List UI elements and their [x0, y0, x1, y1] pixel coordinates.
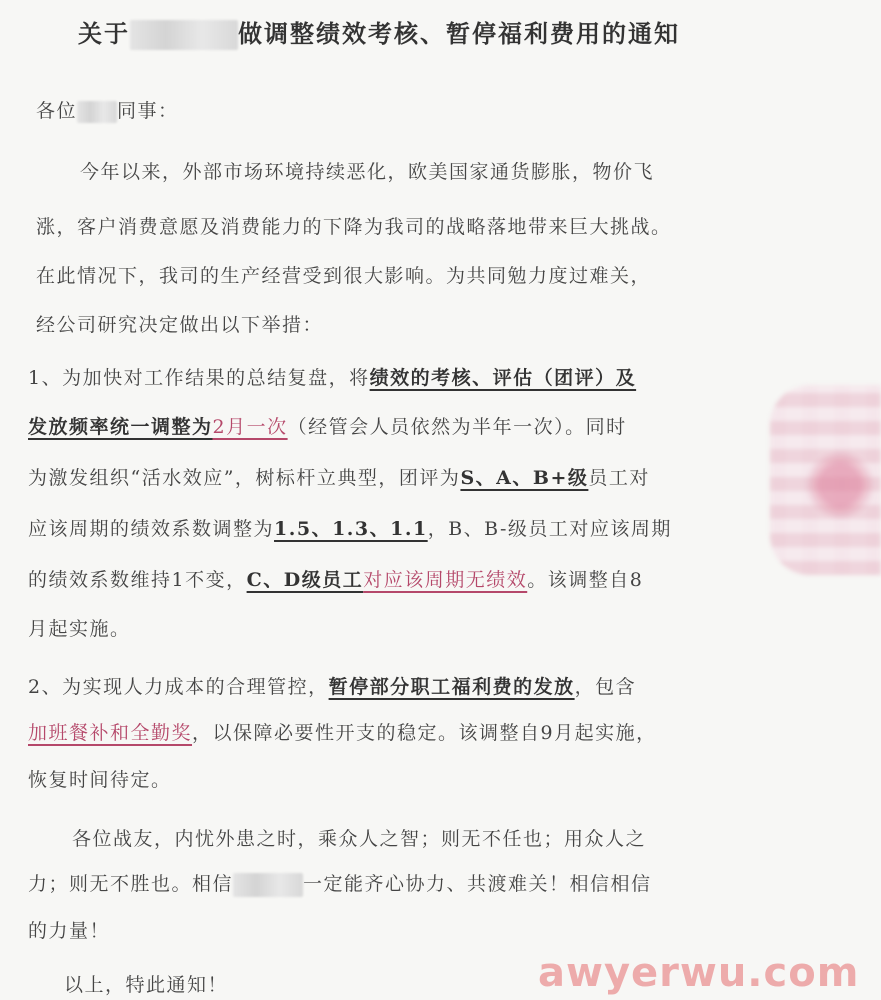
title-prefix: 关于	[78, 20, 130, 48]
closing-line-2: 力；则无不胜也。相信 一定能齐心协力、共渡难关！相信相信	[28, 873, 652, 895]
highlight-no-bonus: 对应该周期无绩效	[363, 569, 528, 591]
closing-line-3: 的力量！	[28, 920, 111, 942]
title-suffix: 做调整绩效考核、暂停福利费用的通知	[238, 20, 680, 48]
item2-line-1: 2、为实现人力成本的合理管控，暂停部分职工福利费的发放，包含	[28, 676, 637, 698]
highlight-grades: S、A、B+级	[460, 467, 589, 489]
intro-line-1: 今年以来，外部市场环境持续恶化，欧美国家通货膨胀，物价飞	[80, 161, 655, 183]
document-title	[78, 14, 798, 50]
item2-line-3: 恢复时间待定。	[28, 769, 172, 791]
salutation: 各位 同事：	[36, 100, 179, 122]
item1-line-6: 月起实施。	[28, 618, 131, 640]
highlight-coefficients: 1.5、1.3、1.1	[274, 518, 428, 540]
item1-line-3: 为激发组织“活水效应”，树标杆立典型，团评为S、A、B+级员工对	[28, 467, 650, 489]
item1-line-5: 的绩效系数维持1不变，C、D级员工对应该周期无绩效。该调整自8	[28, 569, 644, 591]
redacted-name	[77, 101, 117, 123]
highlight-overtime-meal: 加班餐补和全勤奖	[28, 722, 193, 744]
item1-line-1: 1、为加快对工作结果的总结复盘，将绩效的考核、评估（团评）及	[28, 367, 637, 389]
sign-off: 以上，特此通知！	[64, 974, 229, 996]
item2-line-2: 加班餐补和全勤奖，以保障必要性开支的稳定。该调整自9月起实施，	[28, 722, 657, 744]
redacted-company-name	[130, 20, 238, 50]
blurred-seal-stamp	[770, 385, 881, 575]
watermark: awyerwu.com	[538, 950, 860, 996]
item1-line-4: 应该周期的绩效系数调整为1.5、1.3、1.1，B、B-级员工对应该周期	[28, 518, 672, 540]
highlight-performance-review: 绩效的考核、评估（团评）及	[369, 367, 637, 389]
closing-line-1: 各位战友，内忧外患之时，乘众人之智；则无不任也；用众人之	[72, 828, 647, 850]
highlight-suspend-benefits: 暂停部分职工福利费的发放	[328, 676, 575, 698]
intro-line-4: 经公司研究决定做出以下举措：	[36, 314, 324, 336]
redacted-company-name-2	[233, 873, 303, 897]
item1-line-2: 发放频率统一调整为2月一次（经管会人员依然为半年一次）。同时	[28, 416, 627, 438]
intro-line-2: 涨，客户消费意愿及消费能力的下降为我司的战略落地带来巨大挑战。	[36, 216, 672, 238]
highlight-frequency: 2月一次	[212, 416, 288, 438]
intro-line-3: 在此情况下，我司的生产经营受到很大影响。为共同勉力度过难关，	[36, 265, 652, 287]
